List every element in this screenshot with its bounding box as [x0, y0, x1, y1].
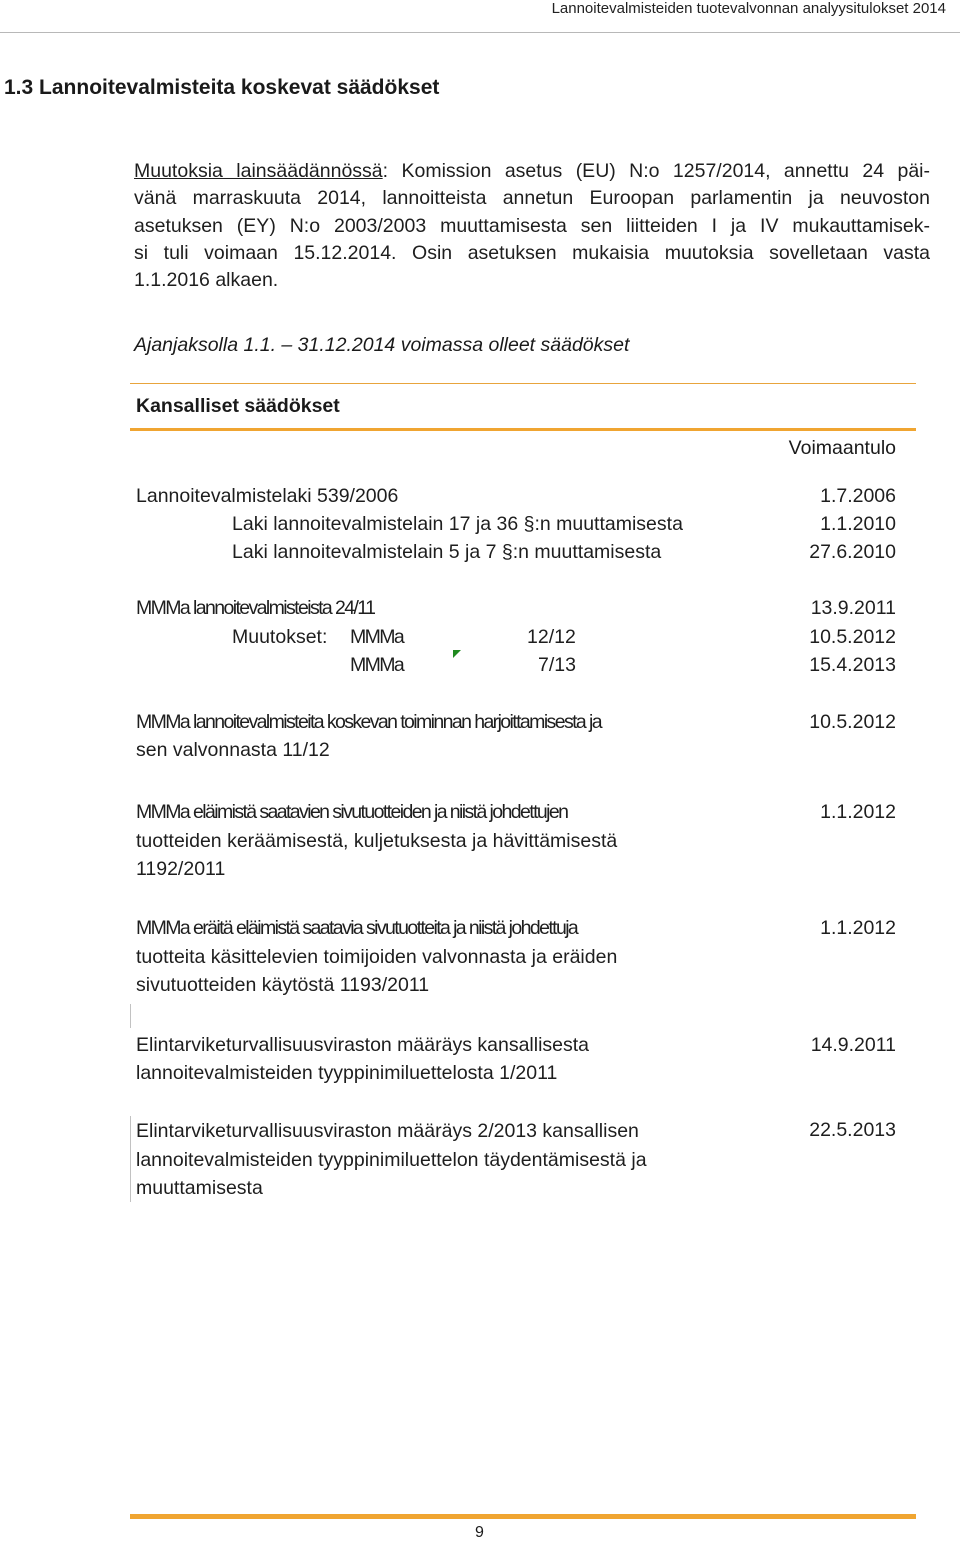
section-title: 1.3 Lannoitevalmisteita koskevat säädökset: [4, 76, 440, 99]
amendment-number: 12/12: [527, 626, 576, 648]
row-date: 1.1.2010: [820, 513, 896, 535]
row-text: Laki lannoitevalmistelain 5 ja 7 §:n muuttamisesta: [232, 541, 662, 563]
row-text: Elintarviketurvallisuusviraston määräys kansallisesta: [136, 1034, 590, 1056]
intro-underlined-term: Muutoksia lainsäädännössä: [134, 160, 383, 182]
row-date: 10.5.2012: [809, 711, 896, 733]
intro-line-1-rest: : Komission asetus (EU) N:o 1257/2014, annettu 24 päi-: [382, 160, 931, 182]
row-text: Elintarviketurvallisuusviraston määräys 2/2013 kansallisen: [136, 1120, 639, 1142]
row-date: 13.9.2011: [810, 597, 896, 619]
row-text: lannoitevalmisteiden tyyppinimiluettelosta 1/2011: [136, 1062, 558, 1084]
intro-line-4: si tuli voimaan 15.12.2014. Osin asetuksen mukaisia muutoksia sovelletaan vasta: [134, 241, 930, 264]
row-text: MMMa lannoitevalmisteita koskevan toiminnan harjoittamisesta ja: [136, 711, 601, 733]
row-date: 1.7.2006: [820, 485, 896, 507]
row-date: 15.4.2013: [809, 654, 896, 676]
row-text: muuttamisesta: [136, 1177, 263, 1199]
row-text: Laki lannoitevalmistelain 17 ja 36 §:n muuttamisesta: [232, 513, 683, 535]
table-heading: Kansalliset säädökset: [136, 395, 340, 417]
table-bottom-rule: [130, 1514, 916, 1519]
amendment-number: 7/13: [538, 654, 576, 676]
row-date: 10.5.2012: [809, 626, 896, 648]
intro-line-5: 1.1.2016 alkaen.: [134, 269, 279, 292]
row-date: 1.1.2012: [820, 801, 896, 823]
period-heading: Ajanjaksolla 1.1. – 31.12.2014 voimassa olleet säädökset: [134, 334, 630, 356]
row-text: MMMa eläimistä saatavien sivutuotteiden ja niistä johdettujen: [136, 801, 568, 823]
amendment-org: MMMa: [350, 654, 404, 676]
row-text: MMMa lannoitevalmisteista 24/11: [136, 597, 375, 619]
row-text: lannoitevalmisteiden tyyppinimiluettelon täydentämisestä ja: [136, 1149, 647, 1171]
intro-line-2: vänä marraskuuta 2014, lannoitteista annetun Euroopan parlamentin ja neuvoston: [134, 187, 930, 210]
intro-line-1: [134, 158, 930, 185]
table-heading-rule: [130, 428, 916, 431]
page-number: 9: [475, 1524, 484, 1541]
left-margin-bar: [130, 1004, 131, 1028]
left-margin-bar: [130, 1116, 131, 1202]
column-header-voimaantulo: Voimaantulo: [788, 437, 896, 459]
intro-line-3: asetuksen (EY) N:o 2003/2003 muuttamisesta sen liitteiden I ja IV mukauttamisek-: [134, 214, 930, 237]
row-date: 1.1.2012: [820, 917, 896, 939]
row-date: 14.9.2011: [810, 1034, 896, 1056]
row-date: 27.6.2010: [809, 541, 896, 563]
table-top-rule: [130, 383, 916, 384]
row-text: MMMa eräitä eläimistä saatavia sivutuotteita ja niistä johdettuja: [136, 917, 578, 939]
amendments-label: Muutokset:: [232, 626, 328, 648]
row-text: tuotteita käsittelevien toimijoiden valvonnasta ja eräiden: [136, 946, 618, 968]
amendment-org: MMMa: [350, 626, 404, 648]
green-corner-mark-icon: [453, 650, 461, 658]
running-header: Lannoitevalmisteiden tuotevalvonnan analyysitulokset 2014: [551, 0, 946, 17]
row-text: Lannoitevalmistelaki 539/2006: [136, 485, 399, 507]
header-divider: [0, 32, 960, 33]
row-date: 22.5.2013: [809, 1119, 896, 1141]
intro-paragraph: [134, 158, 930, 294]
row-text: sivutuotteiden käytöstä 1193/2011: [136, 974, 430, 996]
row-text: sen valvonnasta 11/12: [136, 739, 330, 761]
row-text: tuotteiden keräämisestä, kuljetuksesta ja hävittämisestä: [136, 830, 618, 852]
row-text: 1192/2011: [136, 858, 226, 880]
